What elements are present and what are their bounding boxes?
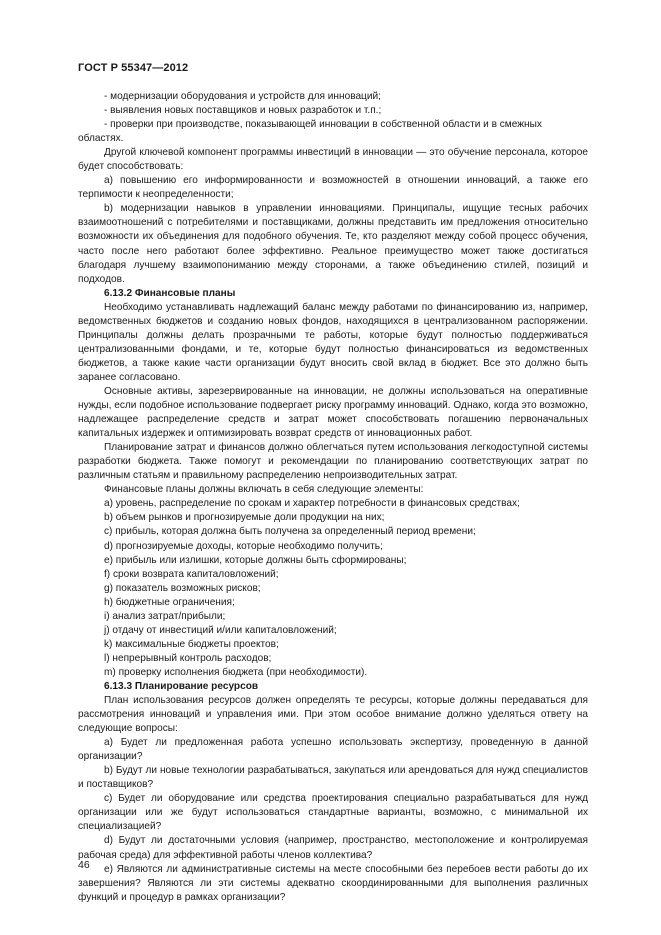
paragraph: Финансовые планы должны включать в себя следующие элементы: — [104, 484, 424, 496]
page-number: 46 — [78, 859, 90, 871]
list-item: j) отдачу от инвестиций и/или капиталовложений; — [104, 624, 337, 636]
list-item: m) проверку исполнения бюджета (при необходимости). — [104, 666, 368, 678]
section-heading: 6.13.2 Финансовые планы — [104, 287, 236, 299]
paragraph: - модернизации оборудования и устройств для инноваций; — [104, 91, 381, 102]
list-item: d) прогнозируемые доходы, которые необходимо получить; — [104, 540, 383, 552]
paragraph: Основные активы, зарезервированные на инновации, не должны использоваться на оперативные нужды, если подобное использование подвергает риску программу инноваций. Однако, когда это возможно, надлежащее распределение средств и затрат может способствовать погашению первоначальных капитальных издержек и оптимизировать возврат средств от инновационных работ. — [78, 385, 588, 440]
document-body — [78, 90, 588, 905]
question-item: d) Будут ли достаточными условия (например, пространство, местоположение и контролируемая рабочая среда) для эффективной работы членов коллектива? — [78, 835, 588, 861]
paragraph: Необходимо устанавливать надлежащий баланс между работами по финансированию из, например, ведомственных бюджетов и созданию новых фондов, находящихся в централизованном распоряжении. Принципалы должны делать прозрачными те работы, которые будут полностью поддерживаться централизованными фондами, и те, которые будут полностью финансироваться из ведомственных бюджетов, а также какие части организации будут вносить свой вклад в бюджет. Все это должно быть заранее согласовано. — [78, 301, 588, 383]
list-item: g) показатель возможных рисков; — [104, 582, 261, 594]
paragraph: a) повышению его информированности и возможностей в отношении инноваций, а также его терпимости к неопределенности; — [78, 175, 588, 201]
list-item: b) объем рынков и прогнозируемые доли продукции на них; — [104, 512, 385, 524]
question-item: e) Являются ли административные системы на месте способными без перебоев вести работы до их завершения? Являются ли эти системы адекватно скоординированными для выполнения различных функций и процедур в рамках организации? — [78, 863, 588, 903]
list-item: l) непрерывный контроль расходов; — [104, 652, 272, 664]
paragraph: Планирование затрат и финансов должно облегчаться путем использования легкодоступной системы разработки бюджета. Также помогут и рекомендации по планированию соответствующих затрат по различным статьям и правильному распределению непроизводительных затрат. — [78, 442, 588, 482]
list-item: a) уровень, распределение по срокам и характер потребности в финансовых средствах; — [104, 498, 520, 510]
question-item: a) Будет ли предложенная работа успешно использовать экспертизу, проведенную в данной организации? — [78, 737, 588, 763]
list-item: f) сроки возврата капиталовложений; — [104, 568, 279, 580]
list-item: h) бюджетные ограничения; — [104, 596, 235, 608]
section-heading: 6.13.3 Планирование ресурсов — [104, 680, 259, 692]
paragraph: b) модернизации навыков в управлении инновациями. Принципалы, ищущие тесных рабочих взаимоотношений с потребителями и поставщиками, должны представить им предложения относительно возможности их объединения для подобного обучения. Те, кто разделяют между собой процесс обучения, часто после него работают более эффективно. Реальное преимущество может также достигаться благодаря лучшему взаимопониманию между сторонами, а также объединению стилей, позиций и подходов. — [78, 203, 588, 285]
standard-header: ГОСТ Р 55347—2012 — [78, 62, 189, 74]
question-item: c) Будет ли оборудование или средства проектирования специально разрабатываться для нужд организации или же будут использоваться стандартные варианты, возможно, с минимальной их специализацией? — [78, 793, 588, 833]
list-item: e) прибыль или излишки, которые должны быть сформированы; — [104, 554, 407, 566]
paragraph: - выявления новых поставщиков и новых разработок и т.п.; — [104, 105, 382, 117]
list-item: i) анализ затрат/прибыли; — [104, 610, 226, 622]
list-item: k) максимальные бюджеты проектов; — [104, 638, 279, 650]
question-item: b) Будут ли новые технологии разрабатываться, закупаться или арендоваться для нужд специалистов и поставщиков? — [78, 765, 588, 791]
paragraph: - проверки при производстве, показывающей инновации в собственной области и в смежных областях. — [78, 119, 542, 145]
list-item: c) прибыль, которая должна быть получена за определенный период времени; — [104, 526, 476, 538]
paragraph: Другой ключевой компонент программы инвестиций в инновации — это обучение персонала, которое будет способствовать: — [78, 147, 588, 173]
paragraph: План использования ресурсов должен определять те ресурсы, которые должны передаваться для рассмотрения инноваций и управления ими. При этом особое внимание должно уделяться ответу на следующие вопросы: — [78, 695, 588, 735]
